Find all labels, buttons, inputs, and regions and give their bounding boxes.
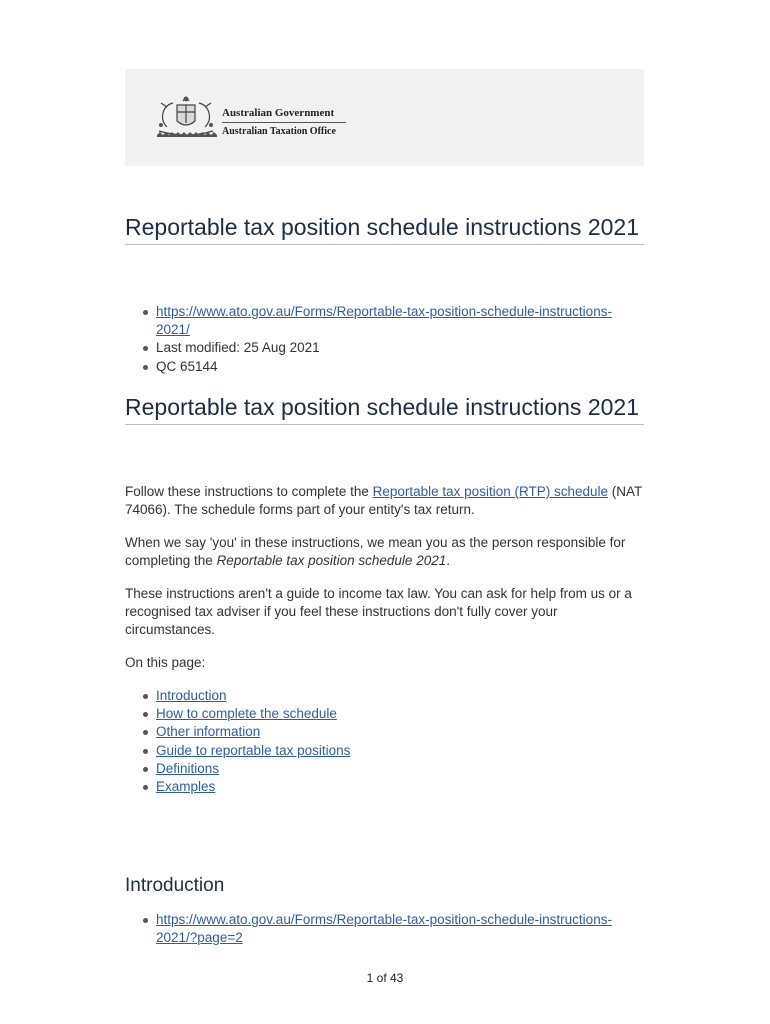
text-span: (NAT 74066). The schedule forms part of your entity's tax return. (125, 484, 643, 518)
table-of-contents (141, 687, 350, 796)
coat-of-arms-icon (153, 95, 219, 141)
you-paragraph (125, 534, 645, 570)
toc-item (141, 705, 350, 723)
document-title: Reportable tax position schedule instructions 2021 (125, 213, 644, 245)
intro-paragraph (125, 483, 645, 519)
text-span: . (446, 553, 450, 569)
italic-text: Reportable tax position schedule 2021 (216, 553, 447, 569)
rtp-schedule-link[interactable]: Reportable tax position (RTP) schedule (372, 484, 608, 499)
header-banner (125, 69, 644, 166)
text-span: Follow these instructions to complete the (125, 484, 373, 499)
on-this-page-label: On this page: (125, 655, 206, 670)
org-logo-text (222, 107, 346, 138)
section-title: Reportable tax position schedule instructions 2021 (125, 393, 644, 425)
org-name-line2: Australian Taxation Office (222, 126, 336, 137)
introduction-heading: Introduction (125, 875, 225, 896)
toc-item (141, 723, 350, 741)
meta-list (141, 303, 641, 376)
page-number: 1 of 43 (366, 971, 404, 985)
list-item (141, 911, 641, 947)
disclaimer-paragraph: These instructions aren't a guide to income tax law. You can ask for help from us or a recognised tax adviser if you feel these instructions don't fully cover your circumstances. (125, 586, 632, 638)
list-item (141, 303, 641, 339)
org-name-line1: Australian Government (222, 107, 346, 123)
source-url-link[interactable]: https://www.ato.gov.au/Forms/Reportable-tax-position-schedule-instructions-2021/ (156, 304, 612, 338)
list-item: QC 65144 (141, 358, 641, 376)
text-span: When we say 'you' in these instructions, we mean you as the person responsible for completing the (125, 535, 626, 569)
toc-link-how-to-complete[interactable]: How to complete the schedule (156, 706, 337, 722)
toc-link-other-information[interactable]: Other information (156, 724, 261, 740)
toc-link-definitions[interactable]: Definitions (156, 760, 220, 776)
toc-link-guide[interactable]: Guide to reportable tax positions (156, 742, 351, 758)
toc-item (141, 760, 350, 778)
introduction-url-link[interactable]: https://www.ato.gov.au/Forms/Reportable-tax-position-schedule-instructions-2021/?page=2 (156, 912, 612, 946)
toc-link-introduction[interactable]: Introduction (156, 688, 227, 703)
toc-item (141, 687, 350, 705)
toc-item (141, 778, 350, 796)
list-item: Last modified: 25 Aug 2021 (141, 339, 641, 357)
toc-link-examples[interactable]: Examples (156, 779, 216, 795)
introduction-list (141, 911, 641, 947)
toc-item (141, 742, 350, 760)
